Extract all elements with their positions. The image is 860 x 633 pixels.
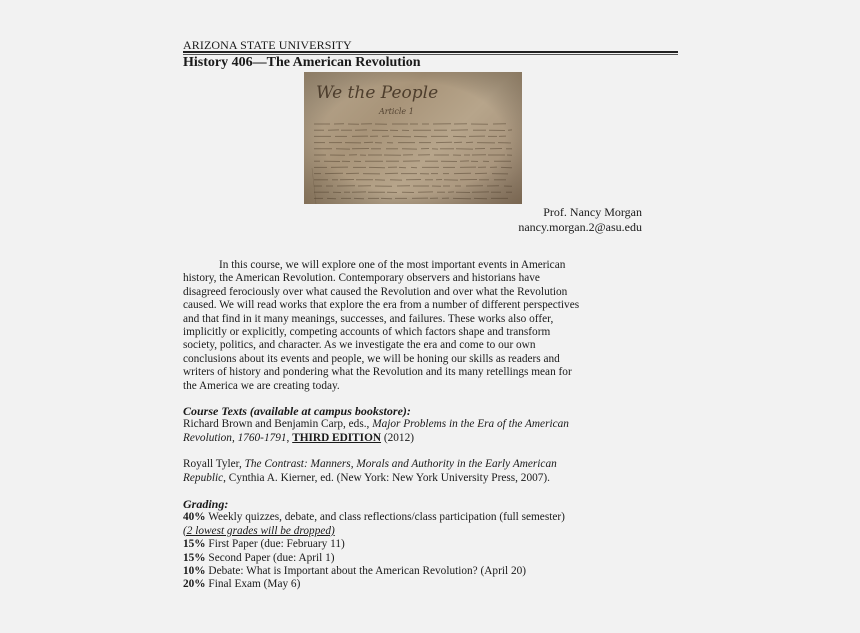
instructor-email[interactable]: nancy.morgan.2@asu.edu bbox=[518, 219, 642, 234]
grading-pct: 20% bbox=[183, 578, 206, 591]
grading-item bbox=[183, 538, 653, 551]
book1-title-cont: Revolution, 1760-1791 bbox=[183, 431, 287, 444]
book1-sep: , bbox=[286, 431, 293, 444]
grading-text: Final Exam (May 6) bbox=[205, 578, 301, 591]
grading-item bbox=[183, 552, 653, 565]
book-entry-2 bbox=[183, 458, 653, 485]
course-title: History 406—The American Revolution bbox=[183, 55, 421, 70]
book2-title: The Contrast: Manners, Morals and Authority in the Early American bbox=[244, 458, 557, 471]
grading-text: Second Paper (due: April 1) bbox=[205, 551, 335, 564]
description-line: writers of history and pondering what the Revolution and its many retellings mean for bbox=[183, 366, 572, 379]
description-line: implicitly or explicitly, competing accounts of which factors shape and transform bbox=[183, 326, 551, 339]
book2-title-cont: Republic bbox=[183, 471, 224, 484]
grading-item bbox=[183, 565, 653, 578]
grading-text: Debate: What is Important about the American Revolution? (April 20) bbox=[205, 565, 527, 578]
book1-year: (2012) bbox=[381, 431, 414, 444]
grading-text: First Paper (due: February 11) bbox=[205, 538, 345, 551]
grading-heading: Grading: bbox=[183, 497, 229, 511]
grading-pct: 15% bbox=[183, 538, 206, 551]
grading-note-text: (2 lowest grades will be dropped) bbox=[183, 524, 335, 537]
grading-pct: 15% bbox=[183, 551, 206, 564]
book-entry-1 bbox=[183, 418, 653, 445]
book2-author: Royall Tyler, bbox=[183, 458, 245, 471]
book1-edition: THIRD EDITION bbox=[292, 431, 382, 444]
description-line-text: In this course, we will explore one of the most important events in American bbox=[219, 259, 566, 271]
description-line: society, politics, and character. As we investigate the era and come to our own bbox=[183, 339, 536, 352]
description-line bbox=[183, 259, 648, 272]
grading-item bbox=[183, 511, 653, 524]
description-line: caused. We will read works that explore the era from a number of different perspectives bbox=[183, 299, 580, 312]
description-line: conclusions about its events and people, we will be honing our skills as readers and bbox=[183, 352, 560, 365]
document-heading-text: We the People bbox=[316, 83, 439, 103]
grading-text: Weekly quizzes, debate, and class reflections/class participation (full semester) bbox=[205, 511, 565, 524]
description-line: history, the American Revolution. Contemporary observers and historians have bbox=[183, 272, 540, 285]
constitution-document-image bbox=[304, 72, 522, 204]
course-description bbox=[183, 259, 648, 393]
description-line: the America we are creating today. bbox=[183, 379, 340, 392]
instructor-name: Prof. Nancy Morgan bbox=[543, 205, 642, 219]
grading-item bbox=[183, 578, 653, 591]
course-texts-heading: Course Texts (available at campus bookstore): bbox=[183, 404, 411, 418]
grading-pct: 10% bbox=[183, 565, 206, 578]
document-subheading-text: Article 1 bbox=[379, 107, 414, 116]
course-texts-section bbox=[183, 405, 653, 485]
grading-pct: 40% bbox=[183, 511, 206, 524]
book1-title: Major Problems in the Era of the American bbox=[372, 418, 569, 431]
book2-details: , Cynthia A. Kierner, ed. (New York: New York University Press, 2007). bbox=[223, 471, 550, 484]
header-rule bbox=[183, 51, 678, 53]
university-name: ARIZONA STATE UNIVERSITY bbox=[183, 38, 352, 52]
description-line: disagreed ferociously over what caused the Revolution and over what the Revolution bbox=[183, 285, 568, 298]
description-line: and that find in it many meanings, successes, and failures. These works also offer, bbox=[183, 312, 554, 325]
instructor-info bbox=[518, 205, 642, 234]
grading-note bbox=[183, 525, 653, 538]
grading-section bbox=[183, 498, 653, 592]
book1-authors: Richard Brown and Benjamin Carp, eds., bbox=[183, 418, 373, 431]
